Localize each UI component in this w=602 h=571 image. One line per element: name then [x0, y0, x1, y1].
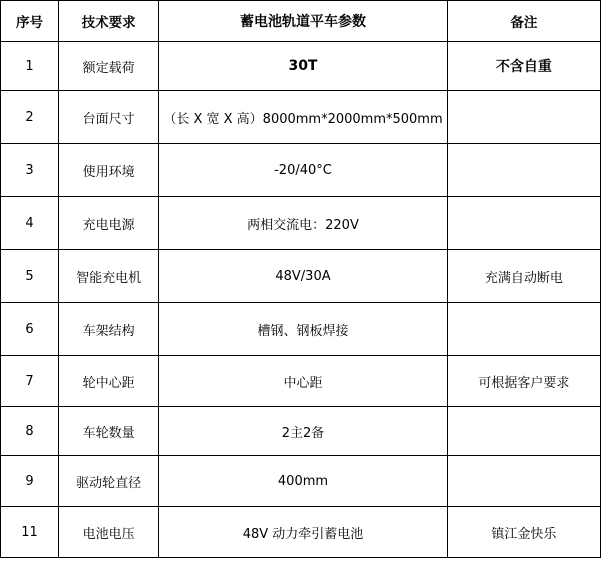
cell-requirement: 车架结构 [59, 303, 159, 356]
cell-index: 3 [1, 144, 59, 197]
table-row [1, 42, 601, 91]
cell-requirement: 充电电源 [59, 197, 159, 250]
table-row [1, 197, 601, 250]
table-row [1, 250, 601, 303]
table-row [1, 144, 601, 197]
column-header-remark: 备注 [447, 1, 600, 42]
column-header-index: 序号 [1, 1, 59, 42]
table-row [1, 456, 601, 507]
cell-parameter: （长 X 宽 X 高）8000mm*2000mm*500mm [159, 91, 447, 144]
cell-index: 2 [1, 91, 59, 144]
table-row [1, 356, 601, 407]
table-header-row [1, 1, 601, 42]
cell-remark: 充满自动断电 [447, 250, 600, 303]
cell-parameter: 30T [159, 42, 447, 91]
cell-index: 9 [1, 456, 59, 507]
cell-parameter: 400mm [159, 456, 447, 507]
cell-parameter: 2主2备 [159, 407, 447, 456]
cell-index: 11 [1, 507, 59, 558]
cell-parameter: 48V/30A [159, 250, 447, 303]
cell-remark [447, 456, 600, 507]
cell-remark [447, 407, 600, 456]
table-row [1, 303, 601, 356]
column-header-parameter: 蓄电池轨道平车参数 [159, 1, 447, 42]
cell-requirement: 驱动轮直径 [59, 456, 159, 507]
cell-requirement: 使用环境 [59, 144, 159, 197]
cell-remark: 镇江金快乐 [447, 507, 600, 558]
table-row [1, 91, 601, 144]
cell-requirement: 电池电压 [59, 507, 159, 558]
cell-remark [447, 303, 600, 356]
column-header-requirement: 技术要求 [59, 1, 159, 42]
cell-index: 5 [1, 250, 59, 303]
cell-requirement: 轮中心距 [59, 356, 159, 407]
cell-parameter: -20/40°C [159, 144, 447, 197]
table-row [1, 507, 601, 558]
cell-index: 6 [1, 303, 59, 356]
cell-index: 4 [1, 197, 59, 250]
cell-remark: 不含自重 [447, 42, 600, 91]
cell-requirement: 台面尺寸 [59, 91, 159, 144]
cell-requirement: 额定载荷 [59, 42, 159, 91]
cell-index: 7 [1, 356, 59, 407]
cell-parameter: 48V 动力牵引蓄电池 [159, 507, 447, 558]
cell-index: 8 [1, 407, 59, 456]
cell-index: 1 [1, 42, 59, 91]
cell-requirement: 智能充电机 [59, 250, 159, 303]
cell-remark [447, 144, 600, 197]
cell-remark [447, 197, 600, 250]
cell-remark: 可根据客户要求 [447, 356, 600, 407]
cell-parameter: 两相交流电：220V [159, 197, 447, 250]
cell-remark [447, 91, 600, 144]
table-row [1, 407, 601, 456]
cell-parameter: 中心距 [159, 356, 447, 407]
cell-requirement: 车轮数量 [59, 407, 159, 456]
cell-parameter: 槽钢、钢板焊接 [159, 303, 447, 356]
